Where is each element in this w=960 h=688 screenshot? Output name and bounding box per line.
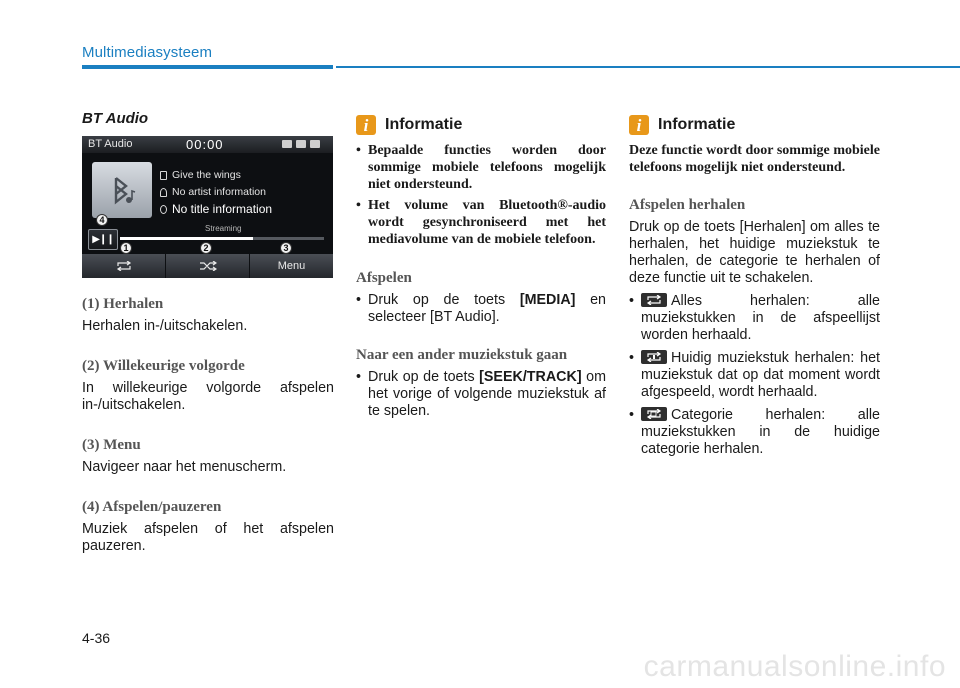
item-text: Herhalen in-/uitschakelen.: [82, 318, 248, 334]
callout-3: 3: [280, 242, 292, 254]
album-art: [92, 162, 152, 218]
item-heading: (4) Afspelen/pauzeren: [82, 499, 222, 515]
item-heading: (2) Willekeurige volgorde: [82, 358, 245, 374]
info-icon: i: [356, 115, 376, 135]
button-descriptions: [82, 296, 334, 555]
instruction-text: Druk op de toets: [368, 292, 520, 308]
seek-key-label: [SEEK/TRACK]: [479, 369, 582, 385]
track-row-song: [160, 169, 241, 181]
info-text: Deze functie wordt door sommige mobiele telefoons mogelijk niet ondersteund.: [629, 143, 880, 175]
header-rule: [336, 66, 960, 68]
signal-icon: [310, 140, 320, 148]
info-title: Informatie: [658, 116, 736, 133]
section-title: Multimediasysteem: [82, 44, 213, 61]
status-icons: [282, 140, 320, 148]
callout-2: 2: [200, 242, 212, 254]
repeat-category-icon: [641, 407, 667, 421]
progress-fill: [120, 237, 253, 240]
screen-time: 00:00: [186, 137, 224, 152]
page-number: 4-36: [82, 630, 111, 646]
menu-button[interactable]: Menu: [250, 254, 333, 278]
repeat-icon: [115, 261, 133, 271]
info-bullet: • Het volume van Bluetooth®-audio wordt gesynchroniseerd met het mediavolume van de mobiele telefoon.: [356, 197, 606, 248]
instruction-text: Druk op de toets: [368, 369, 480, 385]
bluetooth-music-icon: [107, 172, 137, 208]
item-heading: (3) Menu: [82, 437, 141, 453]
play-instruction: [356, 292, 606, 326]
item-text: Navigeer naar het menuscherm.: [82, 459, 287, 475]
item-text: Muziek afspelen of het afspelen pauzeren.: [82, 521, 334, 554]
shuffle-icon: [199, 261, 217, 271]
song-name: Give the wings: [172, 169, 241, 181]
track-row-artist: [160, 186, 266, 198]
repeat-bullet-text: Alles herhalen: alle muziekstukken in de afspeellijst worden herhaald.: [641, 293, 880, 343]
bt-audio-title: BT Audio: [82, 110, 149, 127]
repeat-bullet-text: Huidig muziekstuk herhalen: het muziekstuk dat op dat moment wordt afgespeeld, wordt herhaald.: [641, 350, 880, 400]
screen-bottom-bar: [82, 254, 333, 278]
info-title: Informatie: [385, 116, 463, 133]
track-row-title: [160, 202, 272, 216]
streaming-label: Streaming: [205, 224, 242, 233]
play-heading: Afspelen: [356, 270, 412, 286]
callout-1: 1: [120, 242, 132, 254]
item-text: In willekeurige volgorde afspelen in-/uitschakelen.: [82, 380, 334, 413]
bluetooth-status-icon: [296, 140, 306, 148]
watermark: carmanualsonline.info: [643, 650, 946, 683]
other-track-instruction: [356, 369, 606, 420]
repeat-button[interactable]: [82, 254, 166, 278]
artist-icon: [160, 188, 167, 197]
repeat-bullet: [629, 407, 880, 458]
callout-4: 4: [96, 214, 108, 226]
play-pause-button[interactable]: [88, 229, 118, 250]
repeat-bullet: [629, 350, 880, 401]
title-name: No title information: [172, 202, 273, 216]
info-bullet: • Bepaalde functies worden door sommige mobiele telefoons mogelijk niet ondersteund.: [356, 142, 606, 193]
repeat-heading: Afspelen herhalen: [629, 197, 746, 213]
bt-audio-screen: [82, 136, 333, 278]
battery-icon: [282, 140, 292, 148]
media-key-label: [MEDIA]: [519, 292, 576, 308]
song-icon: [160, 171, 167, 180]
header-bar: [82, 65, 333, 69]
screen-label: BT Audio: [88, 138, 133, 150]
repeat-one-icon: [641, 350, 667, 364]
other-track-heading: Naar een ander muziekstuk gaan: [356, 347, 568, 363]
column-3: [629, 115, 880, 458]
repeat-all-icon: [641, 293, 667, 307]
item-heading: (1) Herhalen: [82, 296, 164, 312]
screen-status-bar: [82, 136, 333, 153]
info-header: [356, 115, 606, 135]
info-icon: i: [629, 115, 649, 135]
progress-bar[interactable]: [120, 237, 324, 240]
disc-icon: [160, 205, 167, 214]
column-2: [356, 115, 606, 420]
instruction-text: en selecteer [BT Audio].: [368, 292, 607, 325]
artist-name: No artist information: [172, 186, 266, 198]
instruction-text: om het vorige of volgende muziekstuk af te spelen.: [368, 369, 606, 419]
repeat-text: Druk op de toets [Herhalen] om alles te herhalen, het huidige muziekstuk te herhalen, de categorie te herhalen of deze functie uit te schakelen.: [629, 219, 880, 286]
repeat-bullet: [629, 293, 880, 344]
play-pause-icon: ▶❙❙: [92, 234, 114, 245]
info-header: [629, 115, 880, 135]
shuffle-button[interactable]: [166, 254, 250, 278]
repeat-bullet-text: Categorie herhalen: alle muziekstukken in de huidige categorie herhalen.: [641, 407, 880, 457]
